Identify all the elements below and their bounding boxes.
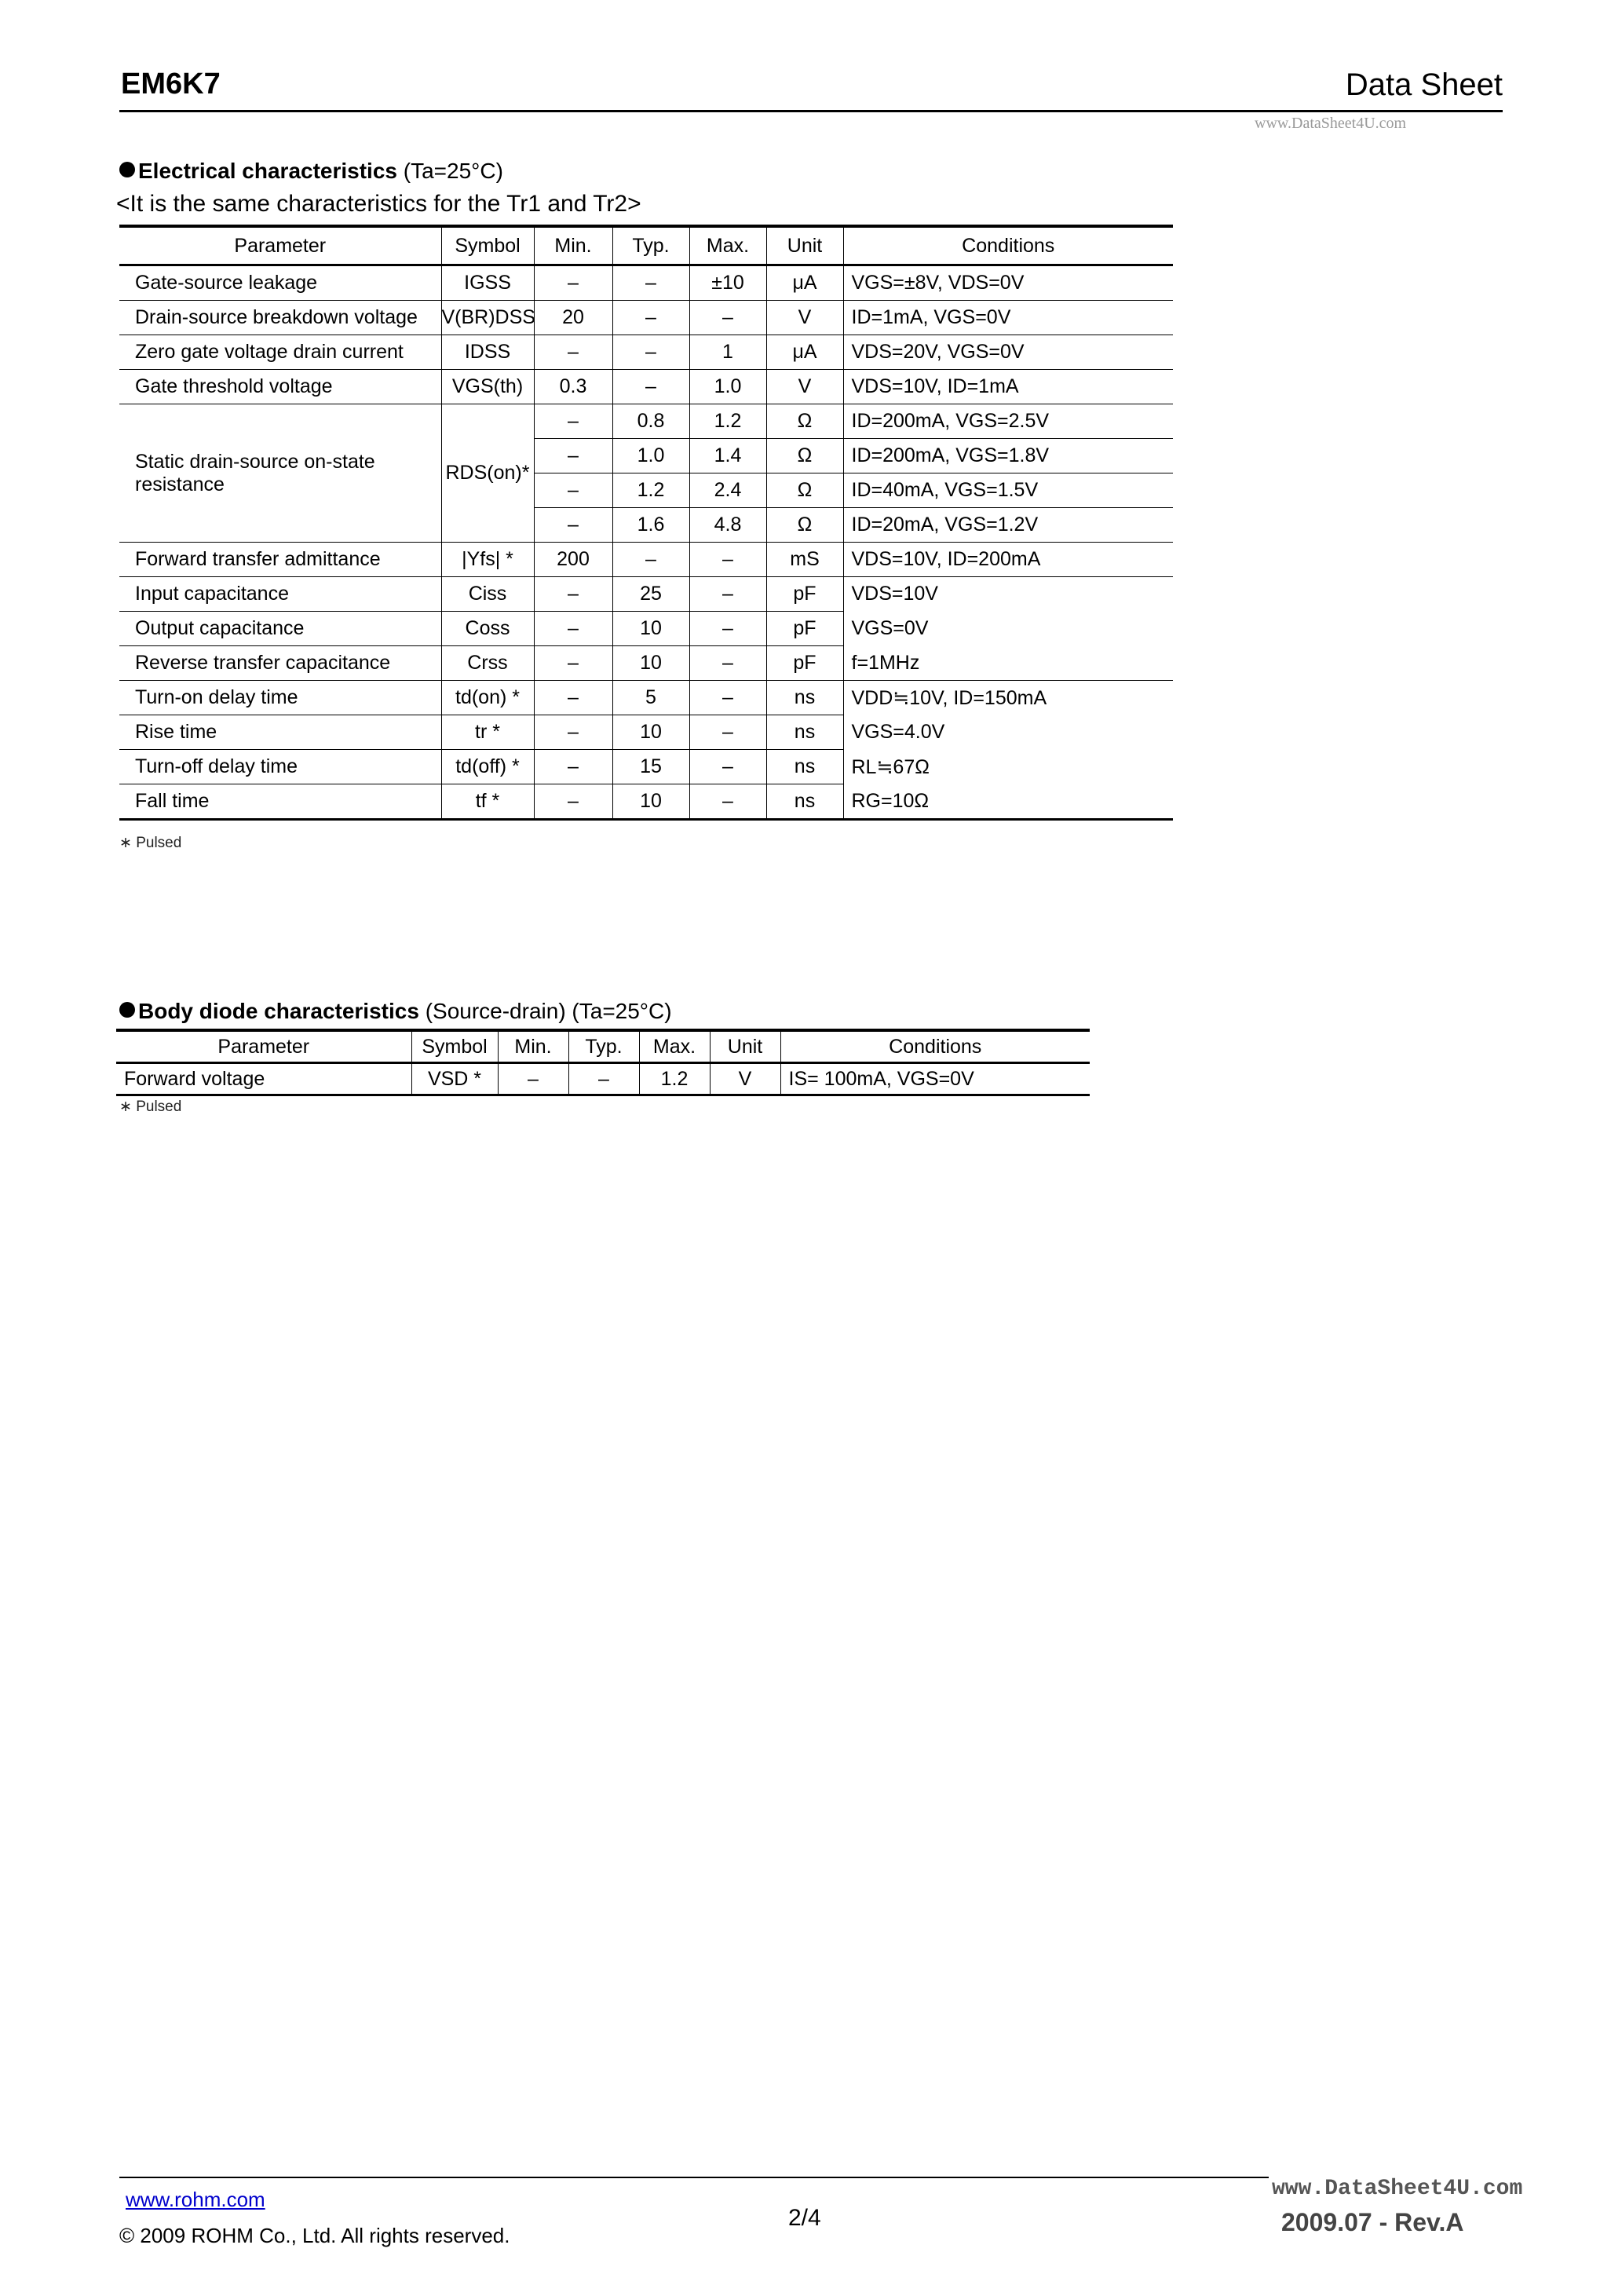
cell-typ: – bbox=[612, 370, 689, 404]
cell-unit: Ω bbox=[766, 473, 843, 508]
header-typ: Typ. bbox=[612, 226, 689, 265]
cell-max: 1.2 bbox=[639, 1063, 710, 1095]
table-header-row bbox=[116, 1030, 1090, 1063]
cell-parameter: Gate-source leakage bbox=[119, 265, 441, 301]
part-number: EM6K7 bbox=[121, 68, 221, 101]
cell-symbol: td(off) * bbox=[441, 750, 534, 784]
cell-typ: – bbox=[568, 1063, 639, 1095]
cell-conditions: ID=200mA, VGS=1.8V bbox=[843, 439, 1173, 473]
cell-conditions: VGS=0V bbox=[843, 612, 1173, 646]
cell-typ: 1.2 bbox=[612, 473, 689, 508]
footer-watermark: www.DataSheet4U.com bbox=[1269, 2177, 1525, 2201]
cell-max: 2.4 bbox=[689, 473, 766, 508]
body-diode-table bbox=[116, 1029, 1090, 1096]
cell-typ: 15 bbox=[612, 750, 689, 784]
table-row bbox=[119, 750, 1173, 784]
cell-max: – bbox=[689, 681, 766, 715]
cell-conditions: IS= 100mA, VGS=0V bbox=[780, 1063, 1090, 1095]
bullet-icon bbox=[119, 162, 135, 177]
cell-unit: Ω bbox=[766, 439, 843, 473]
cell-max: – bbox=[689, 646, 766, 681]
cell-parameter: Reverse transfer capacitance bbox=[119, 646, 441, 681]
cell-symbol: Crss bbox=[441, 646, 534, 681]
cell-conditions: VGS=±8V, VDS=0V bbox=[843, 265, 1173, 301]
cell-min: – bbox=[498, 1063, 568, 1095]
pulsed-footnote: ∗ Pulsed bbox=[119, 835, 182, 851]
cell-unit: pF bbox=[766, 612, 843, 646]
cell-max: ±10 bbox=[689, 265, 766, 301]
cell-parameter: Static drain-source on-state resistance bbox=[119, 404, 441, 543]
header-min: Min. bbox=[498, 1030, 568, 1063]
revision: 2009.07 - Rev.A bbox=[1281, 2208, 1464, 2236]
cell-max: – bbox=[689, 784, 766, 820]
cell-symbol: Ciss bbox=[441, 577, 534, 612]
pulsed-footnote: ∗ Pulsed bbox=[119, 1099, 182, 1115]
cell-min: – bbox=[534, 715, 612, 750]
cell-conditions: ID=1mA, VGS=0V bbox=[843, 301, 1173, 335]
cell-symbol: Coss bbox=[441, 612, 534, 646]
cell-unit: Ω bbox=[766, 508, 843, 543]
cell-conditions: RG=10Ω bbox=[843, 784, 1173, 820]
header-symbol: Symbol bbox=[411, 1030, 498, 1063]
cell-parameter: Turn-off delay time bbox=[119, 750, 441, 784]
header-conditions: Conditions bbox=[843, 226, 1173, 265]
cell-conditions: f=1MHz bbox=[843, 646, 1173, 681]
header-unit: Unit bbox=[710, 1030, 780, 1063]
cell-max: 4.8 bbox=[689, 508, 766, 543]
cell-typ: 5 bbox=[612, 681, 689, 715]
table-row bbox=[119, 404, 1173, 439]
cell-min: – bbox=[534, 646, 612, 681]
cell-parameter: Forward transfer admittance bbox=[119, 543, 441, 577]
header-rule bbox=[119, 110, 1503, 112]
cell-parameter: Gate threshold voltage bbox=[119, 370, 441, 404]
table-row bbox=[119, 612, 1173, 646]
table-row bbox=[119, 577, 1173, 612]
cell-min: 0.3 bbox=[534, 370, 612, 404]
cell-symbol: VGS(th) bbox=[441, 370, 534, 404]
table-row bbox=[119, 715, 1173, 750]
electrical-subtitle: <It is the same characteristics for the Tr1 and Tr2> bbox=[116, 191, 641, 217]
table-row bbox=[119, 335, 1173, 370]
cell-max: – bbox=[689, 612, 766, 646]
cell-conditions: VDS=10V, ID=200mA bbox=[843, 543, 1173, 577]
cell-symbol: RDS(on)* bbox=[441, 404, 534, 543]
cell-typ: – bbox=[612, 301, 689, 335]
cell-max: 1.4 bbox=[689, 439, 766, 473]
cell-conditions: VDS=10V bbox=[843, 577, 1173, 612]
doc-type: Data Sheet bbox=[1345, 68, 1503, 102]
cell-unit: pF bbox=[766, 646, 843, 681]
cell-typ: 10 bbox=[612, 784, 689, 820]
cell-max: 1.0 bbox=[689, 370, 766, 404]
cell-min: – bbox=[534, 577, 612, 612]
cell-conditions: ID=200mA, VGS=2.5V bbox=[843, 404, 1173, 439]
copyright: © 2009 ROHM Co., Ltd. All rights reserved. bbox=[119, 2224, 510, 2247]
cell-parameter: Output capacitance bbox=[119, 612, 441, 646]
cell-typ: 25 bbox=[612, 577, 689, 612]
cell-typ: 10 bbox=[612, 612, 689, 646]
cell-parameter: Fall time bbox=[119, 784, 441, 820]
cell-min: 200 bbox=[534, 543, 612, 577]
header-unit: Unit bbox=[766, 226, 843, 265]
cell-max: – bbox=[689, 543, 766, 577]
cell-conditions: VDS=20V, VGS=0V bbox=[843, 335, 1173, 370]
cell-parameter: Turn-on delay time bbox=[119, 681, 441, 715]
header-conditions: Conditions bbox=[780, 1030, 1090, 1063]
cell-max: 1 bbox=[689, 335, 766, 370]
cell-parameter: Zero gate voltage drain current bbox=[119, 335, 441, 370]
cell-min: – bbox=[534, 473, 612, 508]
electrical-characteristics-table bbox=[119, 225, 1173, 821]
page-number: 2/4 bbox=[788, 2205, 821, 2231]
cell-parameter: Drain-source breakdown voltage bbox=[119, 301, 441, 335]
cell-min: – bbox=[534, 681, 612, 715]
cell-max: – bbox=[689, 715, 766, 750]
cell-unit: V bbox=[766, 370, 843, 404]
table-row bbox=[119, 681, 1173, 715]
cell-min: – bbox=[534, 404, 612, 439]
cell-max: – bbox=[689, 577, 766, 612]
table-header-row bbox=[119, 226, 1173, 265]
electrical-section-title bbox=[119, 159, 503, 184]
cell-typ: 0.8 bbox=[612, 404, 689, 439]
cell-conditions: VGS=4.0V bbox=[843, 715, 1173, 750]
header-typ: Typ. bbox=[568, 1030, 639, 1063]
cell-min: – bbox=[534, 508, 612, 543]
table-row bbox=[119, 543, 1173, 577]
electrical-title-condition: (Ta=25°C) bbox=[403, 159, 503, 183]
cell-min: – bbox=[534, 612, 612, 646]
cell-symbol: V(BR)DSS bbox=[441, 301, 534, 335]
cell-max: 1.2 bbox=[689, 404, 766, 439]
header-max: Max. bbox=[639, 1030, 710, 1063]
cell-conditions: VDD≒10V, ID=150mA bbox=[843, 681, 1173, 715]
cell-parameter: Input capacitance bbox=[119, 577, 441, 612]
cell-unit: V bbox=[766, 301, 843, 335]
cell-parameter: Forward voltage bbox=[116, 1063, 411, 1095]
cell-conditions: ID=20mA, VGS=1.2V bbox=[843, 508, 1173, 543]
cell-symbol: IDSS bbox=[441, 335, 534, 370]
cell-symbol: VSD * bbox=[411, 1063, 498, 1095]
cell-max: – bbox=[689, 301, 766, 335]
header-symbol: Symbol bbox=[441, 226, 534, 265]
cell-min: – bbox=[534, 439, 612, 473]
body-diode-title-condition: (Source-drain) (Ta=25°C) bbox=[425, 999, 672, 1023]
cell-symbol: td(on) * bbox=[441, 681, 534, 715]
cell-unit: μA bbox=[766, 335, 843, 370]
cell-min: – bbox=[534, 335, 612, 370]
cell-typ: – bbox=[612, 265, 689, 301]
table-row bbox=[119, 265, 1173, 301]
cell-unit: ns bbox=[766, 681, 843, 715]
header-parameter: Parameter bbox=[116, 1030, 411, 1063]
body-diode-section-title bbox=[119, 999, 672, 1024]
cell-unit: ns bbox=[766, 784, 843, 820]
table-row bbox=[119, 301, 1173, 335]
cell-unit: μA bbox=[766, 265, 843, 301]
cell-parameter: Rise time bbox=[119, 715, 441, 750]
bullet-icon bbox=[119, 1002, 135, 1018]
cell-symbol: IGSS bbox=[441, 265, 534, 301]
cell-typ: – bbox=[612, 335, 689, 370]
header-min: Min. bbox=[534, 226, 612, 265]
cell-unit: V bbox=[710, 1063, 780, 1095]
cell-min: – bbox=[534, 265, 612, 301]
header-parameter: Parameter bbox=[119, 226, 441, 265]
cell-unit: pF bbox=[766, 577, 843, 612]
body-diode-title-text: Body diode characteristics bbox=[138, 999, 419, 1023]
cell-conditions: VDS=10V, ID=1mA bbox=[843, 370, 1173, 404]
cell-typ: 10 bbox=[612, 646, 689, 681]
cell-conditions: ID=40mA, VGS=1.5V bbox=[843, 473, 1173, 508]
cell-unit: ns bbox=[766, 715, 843, 750]
cell-typ: 10 bbox=[612, 715, 689, 750]
rohm-website-link[interactable]: www.rohm.com bbox=[126, 2188, 265, 2211]
cell-min: – bbox=[534, 750, 612, 784]
cell-typ: 1.0 bbox=[612, 439, 689, 473]
table-row bbox=[116, 1063, 1090, 1095]
cell-unit: ns bbox=[766, 750, 843, 784]
cell-max: – bbox=[689, 750, 766, 784]
cell-unit: Ω bbox=[766, 404, 843, 439]
table-row bbox=[119, 370, 1173, 404]
table-row bbox=[119, 646, 1173, 681]
header-max: Max. bbox=[689, 226, 766, 265]
cell-min: 20 bbox=[534, 301, 612, 335]
cell-min: – bbox=[534, 784, 612, 820]
header-watermark: www.DataSheet4U.com bbox=[1255, 115, 1407, 132]
cell-typ: – bbox=[612, 543, 689, 577]
cell-conditions: RL≒67Ω bbox=[843, 750, 1173, 784]
cell-unit: mS bbox=[766, 543, 843, 577]
table-row bbox=[119, 784, 1173, 820]
electrical-title-text: Electrical characteristics bbox=[138, 159, 397, 183]
cell-symbol: tf * bbox=[441, 784, 534, 820]
cell-symbol: |Yfs| * bbox=[441, 543, 534, 577]
cell-typ: 1.6 bbox=[612, 508, 689, 543]
cell-symbol: tr * bbox=[441, 715, 534, 750]
